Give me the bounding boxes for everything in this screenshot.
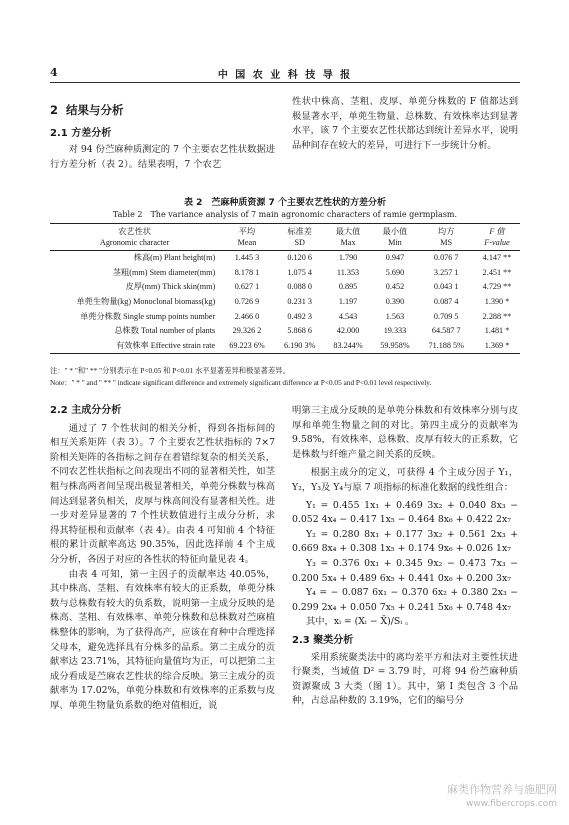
header-min: 最小值 Min (372, 224, 419, 251)
cell-sd: 0.231 3 (287, 297, 312, 307)
cell-min: 19.333 (383, 326, 407, 336)
table-caption-en: Table 2 The variance analysis of 7 main agronomic characters of ramie germplasm. (112, 210, 458, 219)
table-row (50, 280, 520, 295)
variance-table (50, 223, 520, 354)
cell-f: 4.729 ** (482, 282, 512, 292)
cell-ms: 0.709 5 (433, 311, 459, 321)
header-character: 农艺性状 Agronomic character (50, 224, 219, 251)
cell-mean: 29.326 2 (232, 326, 262, 336)
equation-normalization: 其中，xᵢ = (Xᵢ − X̄)/Sᵢ 。 (305, 616, 415, 628)
running-header (50, 66, 520, 83)
cell-f: 1.481 * (484, 326, 510, 336)
section-2-2-paragraph-1: 通过了 7 个性状间的相关分析，得到各指标间的相互关系矩阵（表 3）。7 个主要农艺性状指标的 7×7 阶相关矩阵的各指标之间存在着错综复杂的相关关系，不同农艺性状指标之间表现出不同的显著相关性，如茎粗与株高两者间呈现出极显著相关，单蔸分株数与株高间达到显著负相关，皮厚与株高间没有显著相关性。进一步对差异显著的 7 个性状数值进行主成分分析，求得其特征根和贡献率（表 4）。由表 4 可知前 4 个特征根的累计贡献率高达 90.35%，因此选择前 4 个主成分分析，各因子对应的各性状的特征向量见表 4。 (50, 422, 275, 565)
cell-sd: 6.190 3% (275, 339, 325, 354)
equation-y3: Y₃ = 0.376 0x₁ + 0.345 9x₂ − 0.473 7x₃ − 0.200 5x₄ + 0.489 6x₅ + 0.441 0x₆ + 0.200 3x₇ (292, 557, 518, 584)
cell-f: 1.390 * (484, 297, 510, 307)
lower-left-column (50, 404, 275, 713)
table-header-row (50, 224, 520, 251)
row-label: 总株数 Total number of plants (114, 326, 216, 336)
section-2-1-paragraph-cont: 性状中株高、茎粗、皮厚、单蔸分株数的 F 值都达到极显著水平，单蔸生物量、总株数、有效株率达到显著水平，该 7 个主要农艺性状都达到统计差异水平，说明品种间存在较大的差异，可进行下一步统计分析。 (292, 96, 518, 151)
upper-left-column (50, 103, 275, 172)
watermark-url: www.fibercrops.com (466, 799, 557, 809)
cell-ms: 0.087 4 (433, 297, 459, 307)
section-2-heading (50, 103, 275, 118)
cell-ms: 0.043 1 (433, 282, 459, 292)
cell-min: 0.390 (385, 297, 405, 307)
section-2-2-paragraph-2-cont: 明第三主成分反映的是单蔸分株数和有效株率分别与皮厚和单蔸生物量之间的对比。第四主成分的贡献率为 9.58%，有效株率、总株数、皮厚有较大的正系数，它是株数与纤维产量之间关系的反映。 (292, 405, 518, 460)
header-mean: 平均 Mean (219, 224, 275, 251)
cell-mean: 2.466 0 (234, 311, 260, 321)
section-2-1-heading: 2.1 方差分析 (50, 127, 112, 139)
journal-title: 中 国 农 业 科 技 导 报 (217, 70, 353, 81)
cell-max: 4.543 (338, 311, 358, 321)
cell-min: 0.452 (385, 282, 405, 292)
cell-max: 1.197 (338, 297, 358, 307)
row-label: 株高(m) Plant height(m) (133, 253, 216, 263)
table-row (50, 266, 520, 281)
cell-f: 1.369 * (474, 339, 520, 354)
cell-sd: 0.492 3 (287, 311, 312, 321)
cell-min: 5.690 (385, 267, 405, 277)
cell-f: 2.288 ** (482, 311, 512, 321)
cell-mean: 0.726 9 (234, 297, 260, 307)
section-2-2-heading: 2.2 主成分分析 (50, 405, 122, 416)
table-note-en: Note：" * " and " ** " indicate significant difference and extremely significant difference at P<0.05 and P<0.01 level respectively. (50, 378, 432, 387)
cell-max: 42.000 (336, 326, 360, 336)
watermark-name: 麻类作物营养与施肥网 (447, 783, 557, 796)
section-title: 结果与分析 (66, 103, 124, 117)
cell-f: 2.451 ** (482, 267, 512, 277)
header-ms: 均方 MS (418, 224, 474, 251)
row-label: 单蔸分株数 Single stump points number (80, 311, 216, 321)
section-2-2-paragraph-2: 由表 4 可知，第一主因子的贡献率达 40.05%，其中株高、茎粗、有效株率有较大的正系数，单蔸分株数与总株数有较大的负系数，说明第一主成分反映的是株高、茎粗、有效株率、单蔸分株数和总株数对苎麻植株整体的影响，为了获得高产，应该在育种中合理选择父母本，避免选择具有分株多的品系。第二主成分的贡献率达 23.71%，其特征向量值均为正，可以把第二主成分看成是苎麻农艺性状的综合反映。第三主成分的贡献率为 17.02%，单蔸分株数和有效株率的正系数与皮厚、单蔸生物量负系数的绝对值相近，说 (50, 568, 275, 711)
section-2-3-paragraph: 采用系统聚类法中的离均差平方和法对主要性状进行聚类，当域值 D² = 3.79 时，可将 94 份苎麻种质资源聚成 3 大类（图 1）。其中，第 Ⅰ 类包含 3 个品种，占总品种数的 3.19%，它们的编号分 (292, 651, 518, 707)
watermark (447, 782, 557, 812)
section-2-3-heading: 2.3 聚类分析 (292, 634, 354, 646)
table-row (50, 295, 520, 310)
cell-mean: 8.178 1 (234, 267, 260, 277)
cell-mean: 0.627 1 (234, 282, 260, 292)
table-caption-zh: 表 2 苎麻种质资源 7 个主要农艺性状的方差分析 (184, 198, 386, 208)
cell-max: 0.895 (338, 282, 358, 292)
row-label: 皮厚(mm) Thick skin(mm) (125, 282, 216, 292)
section-2-2-paragraph-3: 根据主成分的定义，可获得 4 个主成分因子 Y₁，Y₂，Y₃及 Y₄与原 7 项指标的标准化数据的线性组合： (292, 467, 518, 493)
cell-f: 4.147 ** (482, 253, 512, 263)
table-row (50, 339, 520, 354)
table-note-zh: 注：" * "和" ** "分别表示在 P<0.05 和 P<0.01 水平显著差异和极显著差异。 (50, 366, 290, 375)
equation-y1: Y₁ = 0.455 1x₁ + 0.469 3x₂ + 0.040 8x₃ − 0.052 4x₄ − 0.417 1x₅ − 0.464 8x₆ + 0.422 2x₇ (292, 499, 518, 526)
cell-min: 59.958% (372, 339, 419, 354)
cell-ms: 3.257 1 (433, 267, 459, 277)
cell-min: 0.947 (385, 253, 405, 263)
cell-max: 83.244% (325, 339, 372, 354)
table-row (50, 324, 520, 339)
header-sd: 标准差 SD (275, 224, 325, 251)
cell-max: 11.353 (336, 267, 360, 277)
cell-mean: 1.445 3 (234, 253, 260, 263)
equation-y2: Y₂ = 0.280 8x₁ + 0.177 3x₂ + 0.561 2x₃ + 0.669 8x₄ + 0.308 1x₅ + 0.174 9x₆ + 0.026 1x₇ (292, 528, 518, 555)
cell-sd: 0.120 6 (287, 253, 312, 263)
row-label: 单蔸生物量(kg) Monoclonal biomass(kg) (76, 297, 216, 307)
header-max: 最大值 Max (325, 224, 372, 251)
cell-ms: 71.188 5% (418, 339, 474, 354)
cell-sd: 5.868 6 (287, 326, 312, 336)
page-number: 4 (50, 66, 58, 79)
lower-right-column (292, 404, 518, 709)
section-2-1-paragraph: 对 94 份苎麻种质测定的 7 个主要农艺性状数据进行方差分析（表 2）。结果表明，7 个农艺 (50, 144, 275, 170)
equation-y4: Y₄ = − 0.087 6x₁ − 0.370 6x₂ + 0.380 2x₃ − 0.299 2x₄ + 0.050 7x₅ + 0.241 5x₆ + 0.748 4x₇ (292, 587, 518, 613)
cell-ms: 0.076 7 (433, 253, 459, 263)
cell-mean: 69.223 6% (219, 339, 275, 354)
header-f-value: F 值 F-value (474, 224, 520, 251)
cell-min: 1.563 (385, 311, 405, 321)
table-row (50, 309, 520, 324)
table-row (50, 251, 520, 266)
row-label: 茎粗(mm) Stem diameter(mm) (112, 267, 216, 277)
row-label: 有效株率 Effective strain rate (50, 339, 219, 354)
cell-ms: 64.587 7 (431, 326, 461, 336)
section-number: 2 (50, 103, 59, 117)
cell-max: 1.790 (338, 253, 358, 263)
cell-sd: 1.075 4 (287, 267, 312, 277)
upper-right-column (292, 95, 518, 153)
cell-sd: 0.088 0 (287, 282, 312, 292)
